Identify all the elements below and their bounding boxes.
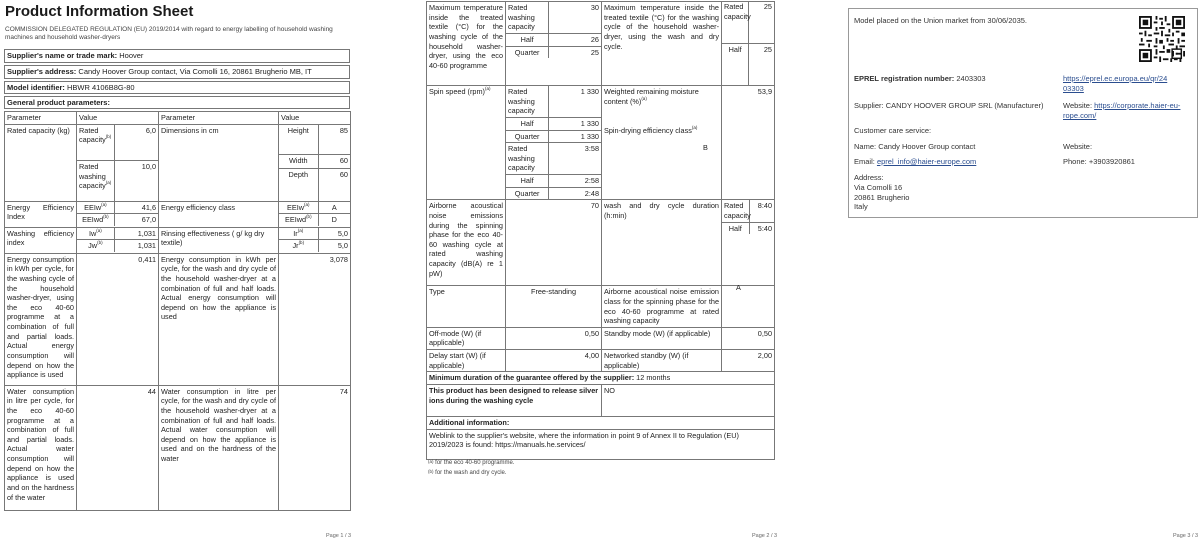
market-placement-text: Model placed on the Union market from 30/06/2035. <box>854 16 1028 25</box>
water-washing-label: Water consumption in litre per cycle, for the eco 40-60 programme at a combination of full and partial loads. Actual water consumption will depend on how the appliance is used and on the hardness of the water <box>5 385 77 510</box>
rinsing-effectiveness-label: Rinsing effectiveness ( g/ kg dry textile) <box>159 227 279 253</box>
table-row <box>427 416 775 429</box>
website-link-line1[interactable]: https://corporate.haier-eu- <box>1094 101 1181 110</box>
jw-value: 1,031 <box>137 241 156 251</box>
wd-duration-rated-value: 8:40 <box>749 200 774 222</box>
rated-capacity-sub-label: Rated capacity <box>79 125 106 145</box>
width-value: 60 <box>318 155 350 169</box>
table-row <box>427 200 775 286</box>
supplier-name-value: Hoover <box>119 51 144 60</box>
jw-label: Jw <box>88 241 98 251</box>
general-parameters-label: General product parameters: <box>7 98 110 107</box>
guarantee-label: Minimum duration of the guarantee offered by the supplier: <box>429 373 635 383</box>
duration-rated-value: 3:58 <box>549 143 601 175</box>
care-name-value: Candy Hoover Group contact <box>878 142 976 151</box>
washing-efficiency-subtable: Iw$^{(a)}$ 1,031 Jw$^{(b)}$ 1,031 <box>77 228 158 252</box>
depth-value: 60 <box>339 170 348 180</box>
care-email-value[interactable]: eprel_info@haier-europe.com <box>876 157 977 166</box>
spin-rated-value: 1 330 <box>549 86 601 117</box>
eei-label: Energy Efficiency Index <box>5 201 77 227</box>
model-identifier-value: HBWR 4106B8G-80 <box>67 83 135 92</box>
energy-washing-value: 0,411 <box>77 253 159 385</box>
spin-speed-subtable <box>506 86 601 199</box>
wd-duration-subtable <box>722 200 774 234</box>
networked-standby-value: 2,00 <box>722 350 775 372</box>
spin-speed-label: Spin speed (rpm) <box>429 87 485 96</box>
eei-wd-value: 67,0 <box>141 215 156 225</box>
energy-washing-label: Energy consumption in kWh per cycle, for the washing cycle of the household washer-dryer, using the eco 40-60 programme at a combination of full and partial loads. Actual energy consumption will depend on how the appliance is used <box>5 253 77 385</box>
care-email-row <box>854 157 976 166</box>
max-temp-rated-value: 30 <box>549 2 601 33</box>
rinsing-subtable: Ir$^{(a)}$ 5,0 Jr$^{(b)}$ 5,0 <box>279 228 350 252</box>
website-link-line2[interactable]: rope.com/ <box>1063 111 1097 121</box>
ir-value: 5,0 <box>318 228 350 240</box>
table-row <box>427 350 775 372</box>
silver-ions-value: NO <box>602 384 775 416</box>
eec-w-value: A <box>318 202 350 214</box>
quarter-label: Quarter <box>506 130 549 143</box>
noise-class-value: A <box>736 283 741 292</box>
moisture-label: Weighted remaining moisture content (%) <box>604 87 699 106</box>
type-label: Type <box>427 286 506 328</box>
eprel-registration <box>854 74 986 83</box>
max-temp-quarter-value: 25 <box>590 47 599 57</box>
table-row <box>427 372 775 385</box>
water-washing-value: 44 <box>77 385 159 510</box>
duration-quarter-value: 2:48 <box>584 188 599 198</box>
iw-value: 1,031 <box>114 228 158 240</box>
networked-standby-label: Networked standby (W) (if applicable) <box>602 350 722 372</box>
weblink-text: Weblink to the supplier's website, where the information in point 9 of Annex II to Regulation (EU) 2019/2023 is found: <box>429 430 739 450</box>
guarantee-value: 12 months <box>636 373 671 383</box>
rated-washing-capacity-label: Rated washing capacity <box>79 162 106 191</box>
half-label: Half <box>506 33 549 46</box>
rated-washing-capacity-label: Rated washing capacity <box>506 143 549 175</box>
website-label: Website: <box>1063 101 1093 110</box>
eprel-link[interactable] <box>1063 74 1167 94</box>
table-row <box>5 227 351 253</box>
additional-info-label: Additional information: <box>429 417 510 427</box>
supplier-address-row <box>4 65 350 79</box>
table-row <box>5 385 351 510</box>
model-identifier-row <box>4 81 350 94</box>
care-email-label: Email: <box>854 157 875 166</box>
website-row <box>1063 101 1180 121</box>
max-temp-wd-rated-value: 25 <box>749 1 774 43</box>
width-label: Width <box>279 155 318 169</box>
table-row <box>427 327 775 349</box>
qr-code-icon[interactable] <box>1139 16 1185 62</box>
eei-w-label: EEIw <box>84 202 102 212</box>
rated-capacity-value: 6,0 <box>114 125 158 161</box>
wd-duration-label: wash and dry cycle duration (h:min) <box>602 200 722 286</box>
iw-label: Iw <box>88 228 97 238</box>
eec-wd-value: D <box>331 215 337 225</box>
half-label: Half <box>506 175 549 188</box>
page-2 <box>400 0 800 543</box>
page-number: Page 3 / 3 <box>1173 533 1199 540</box>
wd-duration-half-value: 5:40 <box>757 223 772 233</box>
care-address-label: Address: <box>854 173 884 182</box>
eei-w-value: 41,6 <box>114 202 158 214</box>
care-address-line2: 20861 Brugherio <box>854 192 910 202</box>
supplier-name-label: Supplier's name or trade mark: <box>7 51 118 60</box>
eprel-label: EPREL registration number: <box>854 74 955 83</box>
spin-half-value: 1 330 <box>549 117 601 130</box>
off-mode-value: 0,50 <box>506 327 602 349</box>
care-phone-row <box>1063 157 1135 166</box>
depth-label: Depth <box>279 169 318 201</box>
standby-label: Standby mode (W) (if applicable) <box>602 327 722 349</box>
energy-class-subtable: EEIw$^{(a)}$ A EEIwd$^{(b)}$ D <box>279 202 350 226</box>
table-row <box>5 201 351 227</box>
half-label: Half <box>722 222 749 234</box>
page-title: Product Information Sheet <box>5 3 194 20</box>
care-phone-value: +3903920861 <box>1088 157 1135 166</box>
quarter-label: Quarter <box>506 46 549 58</box>
water-wash-dry-label: Water consumption in litre per cycle, for the wash and dry cycle of the household washer-dryer at a combination of full and half loads. Actual water consumption will depend on how the appliance is used and on the hardness of the water <box>159 385 279 510</box>
noise-label: Airborne acoustical noise emissions during the spinning phase for the eco 40-60 washing cycle at rated washing capacity (dB(A) re 1 pW) <box>427 200 506 286</box>
eprel-link-line2[interactable]: 03303 <box>1063 84 1084 94</box>
table-row <box>5 253 351 385</box>
rated-washing-capacity-label: Rated washing capacity <box>506 86 549 117</box>
rated-capacity-subtable: Rated capacity$^{(b)}$ 6,0 Rated washing capacity$^{(a)}$ 10,0 <box>77 125 158 201</box>
care-name-label: Name: <box>854 142 877 151</box>
footnote-b: $^{(b)}$ for the wash and dry cycle. <box>428 469 507 476</box>
jr-label: Jr <box>292 241 299 251</box>
max-temp-wash-label: Maximum temperature inside the treated textile (°C) for the washing cycle of the household washer-dryer, using the eco 40-60 programme <box>427 2 506 86</box>
rated-capacity-label: Rated capacity <box>722 1 749 43</box>
delay-start-value: 4,00 <box>506 350 602 372</box>
page-number: Page 2 / 3 <box>752 533 778 540</box>
duration-half-value: 2:58 <box>549 175 601 188</box>
table-row <box>427 429 775 459</box>
eei-subtable: EEIw$^{(a)}$ 41,6 EEIwd$^{(b)}$ 67,0 <box>77 202 158 226</box>
jr-value: 5,0 <box>337 241 348 251</box>
table-row: Spin speed (rpm)$^{(a)}$ Rated washing capacity 1 330 Half 1 330 Quarter 1 330 Rated washing capacity 3:58 Half 2:58 Quarter 2:48 Weighted remaining moisture content (%)$^{(a)}$ Spin-drying efficiency class$^{(a)}$ 53,9 <box>427 86 775 200</box>
ir-label: Ir <box>293 228 298 238</box>
col-value: Value <box>279 112 351 125</box>
rated-capacity-label: Rated capacity <box>722 200 749 222</box>
supplier-label: Supplier: <box>854 101 884 110</box>
energy-wash-dry-label: Energy consumption in kWh per cycle, for the wash and dry cycle of the household washer-dryer at a combination of full and half loads. Actual energy consumption will depend on how the appliance is used <box>159 253 279 385</box>
col-parameter: Parameter <box>159 112 279 125</box>
care-address-line3: Italy <box>854 202 868 212</box>
model-identifier-label: Model identifier: <box>7 83 65 92</box>
eec-w-label: EEIw <box>287 202 305 212</box>
energy-class-label: Energy efficiency class <box>159 201 279 227</box>
washing-efficiency-label: Washing efficiency index <box>5 227 77 253</box>
noise-value: 70 <box>506 200 602 286</box>
eprel-link-line1[interactable]: https://eprel.ec.europa.eu/qr/24 <box>1063 74 1168 83</box>
water-wash-dry-value: 74 <box>279 385 351 510</box>
general-parameters-row <box>4 96 350 109</box>
care-name-row <box>854 142 975 151</box>
type-value: Free-standing <box>506 286 602 328</box>
spin-dry-class-value: B <box>703 143 708 152</box>
dimensions-label: Dimensions in cm <box>159 124 279 201</box>
page-1 <box>0 0 400 543</box>
regulation-subtitle: COMMISSION DELEGATED REGULATION (EU) 2019/2014 with regard to energy labelling of household washing machines and household washer-dryers <box>5 26 333 42</box>
off-mode-label: Off-mode (W) (if applicable) <box>427 327 506 349</box>
rated-washing-capacity-label: Rated washing capacity <box>506 2 549 33</box>
spin-quarter-value: 1 330 <box>549 130 601 143</box>
max-temp-wd-subtable <box>721 1 774 85</box>
silver-ions-label: This product has been designed to release silver ions during the washing cycle <box>429 385 599 405</box>
eec-wd-label: EEIwd <box>284 215 307 225</box>
moisture-value: 53,9 <box>757 87 772 96</box>
care-address-line1: Via Comolli 16 <box>854 182 903 192</box>
standby-value: 0,50 <box>722 327 775 349</box>
supplier-name-row <box>4 49 350 63</box>
max-temp-half-value: 26 <box>549 33 601 46</box>
height-label: Height <box>279 125 318 155</box>
rated-washing-capacity-value: 10,0 <box>141 162 156 172</box>
supplier-row <box>854 101 1044 110</box>
supplier-value: CANDY HOOVER GROUP SRL (Manufacturer) <box>885 101 1044 110</box>
col-value: Value <box>77 112 159 125</box>
quarter-label: Quarter <box>506 187 549 199</box>
max-temp-wash-subtable <box>506 2 601 58</box>
half-label: Half <box>506 117 549 130</box>
page-number: Page 1 / 3 <box>326 533 352 540</box>
table-row <box>427 384 775 416</box>
table-header-row <box>5 112 351 125</box>
supplier-address-value: Candy Hoover Group contact, Via Comolli 16, 20861 Brugherio MB, IT <box>78 67 312 76</box>
half-label: Half <box>722 43 749 85</box>
weblink-url[interactable]: https://manuals.he.services/ <box>495 440 586 450</box>
eprel-value: 2403303 <box>956 74 986 83</box>
energy-wash-dry-value: 3,078 <box>279 253 351 385</box>
care-phone-label: Phone: <box>1063 157 1087 166</box>
customer-care-heading: Customer care service: <box>854 126 932 135</box>
supplier-address-label: Supplier's address: <box>7 67 77 76</box>
general-parameters-table <box>4 111 351 511</box>
delay-start-label: Delay start (W) (if applicable) <box>427 350 506 372</box>
table-row <box>427 286 775 328</box>
dimensions-subtable <box>279 125 350 201</box>
table-row <box>5 124 351 201</box>
height-value: 85 <box>318 125 350 155</box>
max-temp-wd-half-value: 25 <box>763 44 772 54</box>
care-address <box>854 173 909 212</box>
rated-capacity-label: Rated capacity (kg) <box>5 124 77 201</box>
eei-wd-label: EEIwd <box>82 215 104 225</box>
col-parameter: Parameter <box>5 112 77 125</box>
spin-dry-class-label: Spin-drying efficiency class <box>604 125 692 135</box>
care-website-label: Website: <box>1063 142 1093 151</box>
noise-class-label: Airborne acoustical noise emission class for the spinning phase for the eco 40-60 programme at rated washing capacity <box>602 286 722 328</box>
footnote-a: $^{(a)}$ for the eco 40-60 programme. <box>428 459 515 466</box>
max-temp-wash-dry-label: Maximum temperature inside the treated textile (°C) for the washing cycle of the household washer-dryer, using the wash and dry cycle. <box>602 2 722 86</box>
